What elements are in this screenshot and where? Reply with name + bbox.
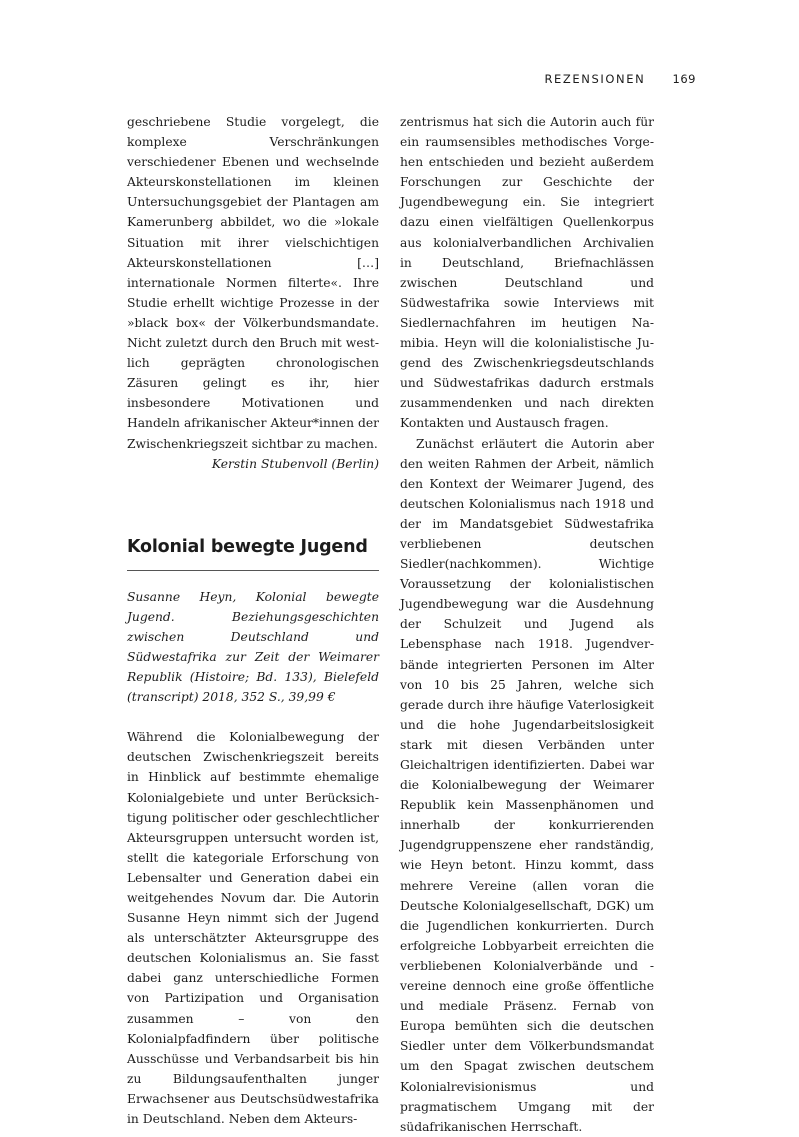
previous-review-ending: geschriebene Studie vorgelegt, die komplexe Verschränkungen verschiedener Ebenen und wechselnde Akteurskonstellationen im kleinen Untersuchungsgebiet der Plantagen am Kamerunberg abbildet, wo die »lokale Situation mit ihrer vielschichtigen Akteurskonstellationen […] internationale Normen filterte«. Ihre Studie erhellt wichtige Prozesse in der »black box« der Völkerbundsmandate. Nicht zuletzt durch den Bruch mit westlich geprägten chronologischen Zäsuren gelingt es ihr, hier insbesondere Motivationen und Handeln afrikanischer Akteur*innen der Zwischenkriegszeit sichtbar zu machen. xyxy=(127,115,379,451)
title-divider xyxy=(127,570,379,571)
reviewer-signature: Kerstin Stubenvoll (Berlin) xyxy=(211,456,379,471)
running-head-section: REZENSIONEN xyxy=(544,72,646,86)
review-paragraph-1-continued: zentrismus hat sich die Autorin auch für ein raumsensibles methodisches Vorgehen entschieden und bezieht außerdem Forschungen zur Geschichte der Jugendbewegung ein. Sie integriert dazu einen vielfältigen Quellenkorpus aus kolonialverbandlichen Archivalien in Deutschland, Briefnachlässen zwischen Deutschland und Südwestafrika sowie Interviews mit Siedlernachfahren im heutigen Namibia. Heyn will die kolonialistische Jugend des Zwischenkriegsdeutschlands und Südwestafrikas dadurch erstmals zusammendenken und nach direkten Kontakten und Austausch fragen. xyxy=(400,115,654,431)
running-head xyxy=(544,72,696,90)
left-column xyxy=(127,112,379,1129)
review-paragraph-2: Zunächst erläutert die Autorin aber den weiten Rahmen der Arbeit, nämlich den Kontext der Weimarer Jugend, des deutschen Kolonialismus nach 1918 und der im Mandatsgebiet Südwestafrika verbliebenen deutschen Siedler(nachkommen). Wichtige Voraussetzung der kolonialistischen Jugendbewegung war die Ausdehnung der Schulzeit und Jugend als Lebensphase nach 1918. Jugendverbände integrierten Personen im Alter von 10 bis 25 Jahren, welche sich gerade durch ihre häufige Vaterlosigkeit und die hohe Jugendarbeitslosigkeit stark mit diesen Verbänden unter Gleichaltrigen identifizierten. Dabei war die Kolonialbewegung der Weimarer Republik kein Massenphänomen und innerhalb der konkurrierenden Jugendgruppenszene eher randständig, wie Heyn betont. Hinzu kommt, dass mehrere Vereine (allen voran die Deutsche Kolonialgesellschaft, DGK) um die Jugendlichen konkurrierten. Durch erfolgreiche Lobbyarbeit erreichten die verbliebenen Kolonialverbände und -vereine dennoch eine große öffentliche und mediale Präsenz. Fernab von Europa bemühten sich die deutschen Siedler unter dem Völkerbundsmandat um den Spagat zwischen deutschem Kolonialrevisionismus und pragmatischem Umgang mit der südafrikanischen Herrschaft. xyxy=(400,436,654,1134)
page-number: 169 xyxy=(672,72,696,86)
review-paragraph-1: Während die Kolonialbewegung der deutschen Zwischenkriegszeit bereits in Hinblick auf bestimmte ehemalige Kolonialgebiete und unter Berücksichtigung politischer oder geschlechtlicher Akteursgruppen untersucht worden ist, stellt die kategoriale Erforschung von Lebensalter und Generation dabei ein weitgehendes Novum dar. Die Autorin Susanne Heyn nimmt sich der Jugend als unterschätzter Akteursgruppe des deutschen Kolonialismus an. Sie fasst dabei ganz unterschiedliche Formen von Partizipation und Organisation zusammen – von den Kolonialpfadfindern über politische Ausschüsse und Verbandsarbeit bis hin zu Bildungsaufenthalten junger Erwachsener aus Deutschsüdwestafrika in Deutschland. Neben dem Akteurs- xyxy=(127,730,379,1127)
bibliographic-entry: Susanne Heyn, Kolonial bewegte Jugend. Beziehungsgeschichten zwischen Deutschland und Südwestafrika zur Zeit der Weimarer Republik (Histoire; Bd. 133), Bielefeld (transcript) 2018, 352 S., 39,99 € xyxy=(127,589,379,705)
right-column xyxy=(400,112,654,1137)
review-title: Kolonial bewegte Jugend xyxy=(127,536,368,557)
